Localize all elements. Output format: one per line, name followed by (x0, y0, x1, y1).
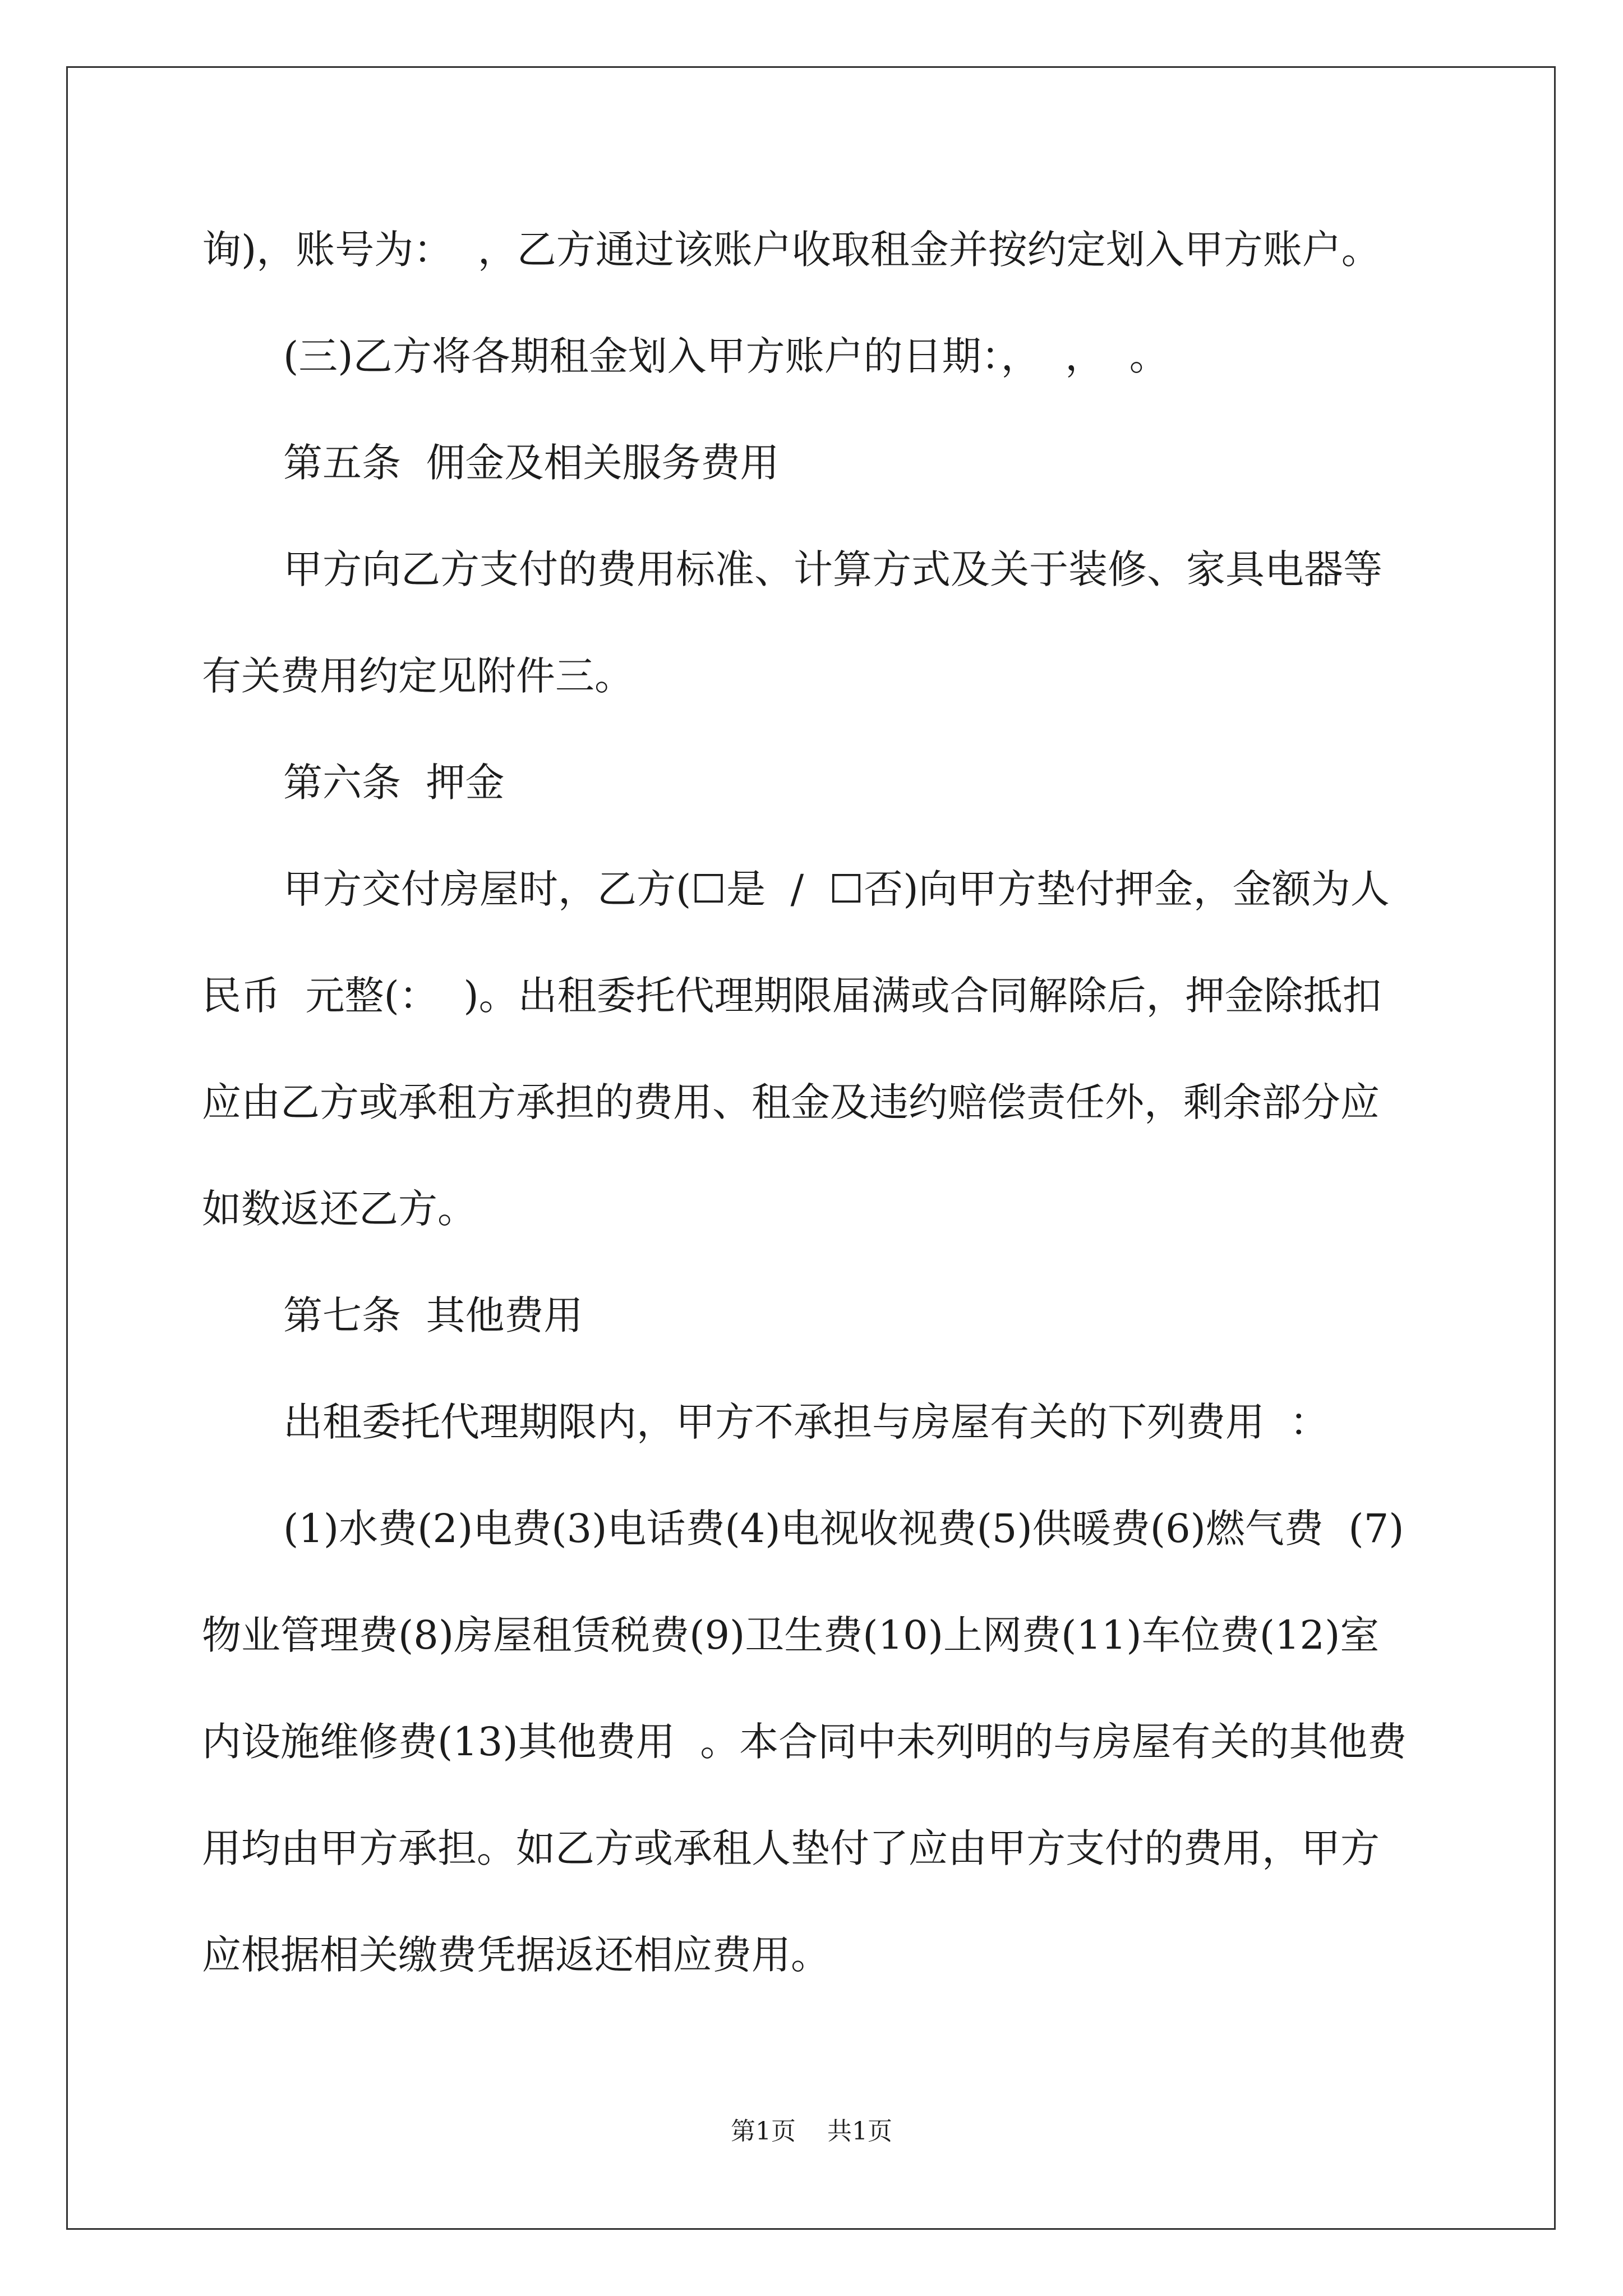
body-text-line: (1)水费(2)电费(3)电话费(4)电视收视费(5)供暖费(6)燃气费 (7) (283, 1506, 1404, 1552)
page-border (66, 66, 1556, 2230)
section-heading-article-6: 第六条 押金 (283, 760, 505, 806)
page-number-footer: 第1页 共1页 (731, 2117, 892, 2146)
body-text-line: 应由乙方或承租方承担的费用、租金及违约赔偿责任外，剩余部分应 (202, 1079, 1380, 1125)
body-text-line: 民币 元整(： )。出租委托代理期限届满或合同解除后，押金除抵扣 (202, 973, 1382, 1019)
section-heading-article-5: 第五条 佣金及相关服务费用 (283, 440, 780, 486)
body-text-line: 如数返还乙方。 (202, 1186, 477, 1232)
body-text-line: 有关费用约定见附件三。 (202, 653, 634, 699)
body-text-line: 用均由甲方承担。如乙方或承租人垫付了应由甲方支付的费用，甲方 (202, 1825, 1380, 1871)
body-text-line: (三)乙方将各期租金划入甲方账户的日期：， ， 。 (283, 333, 1169, 379)
body-text-line: 询)，账号为： ，乙方通过该账户收取租金并按约定划入甲方账户。 (202, 227, 1381, 273)
body-text-line: 内设施维修费(13)其他费用 。本合同中未列明的与房屋有关的其他费 (202, 1719, 1407, 1765)
body-text-line: 物业管理费(8)房屋租赁税费(9)卫生费(10)上网费(11)车位费(12)室 (202, 1612, 1380, 1658)
body-text-line: 甲方向乙方支付的费用标准、计算方式及关于装修、家具电器等 (283, 546, 1382, 592)
body-text-line: 甲方交付房屋时，乙方(☐是 / ☐否)向甲方垫付押金，金额为人 (283, 866, 1390, 912)
section-heading-article-7: 第七条 其他费用 (283, 1292, 583, 1338)
body-text-line: 应根据相关缴费凭据返还相应费用。 (202, 1932, 830, 1978)
body-text-line: 出租委托代理期限内，甲方不承担与房屋有关的下列费用 ： (283, 1399, 1329, 1445)
